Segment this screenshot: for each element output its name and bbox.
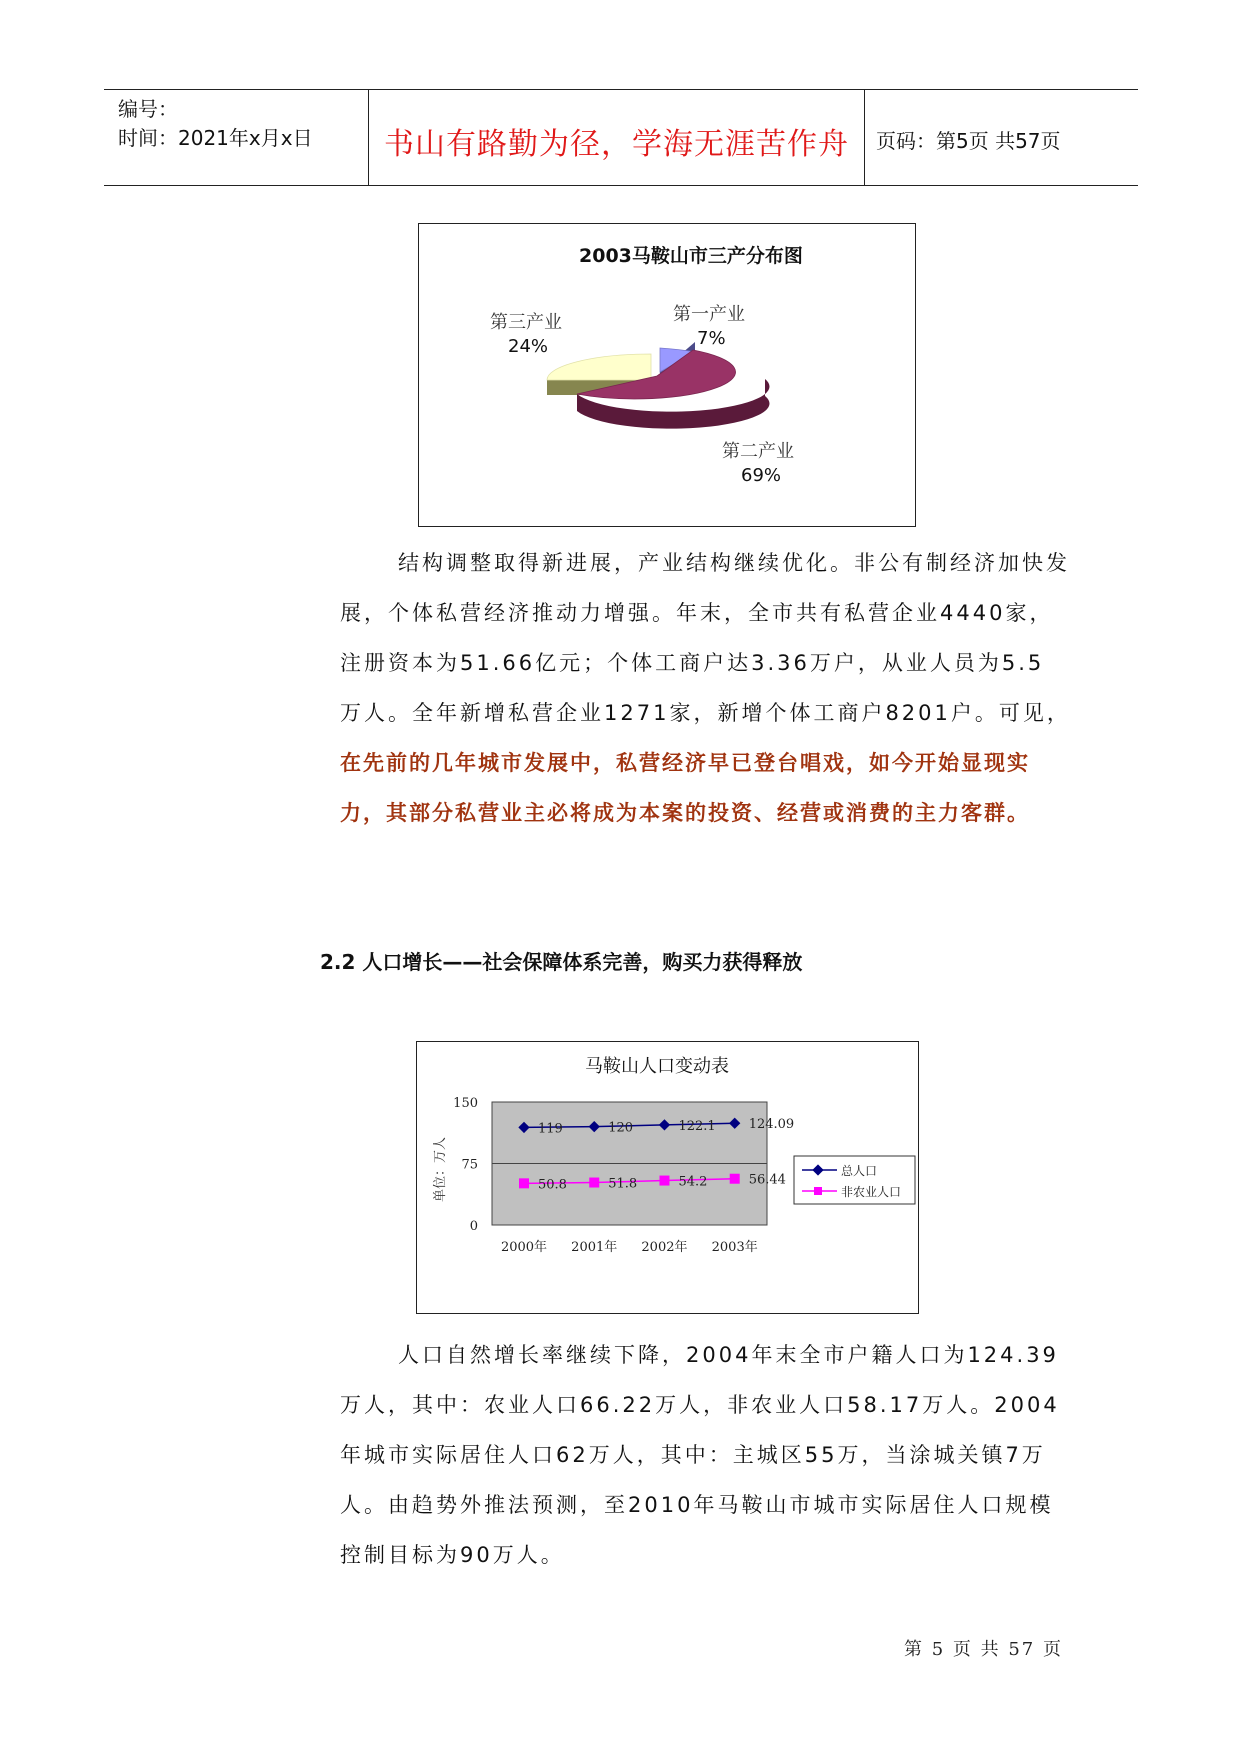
header-motto-cell bbox=[368, 90, 865, 185]
y-tick-label: 150 bbox=[453, 1096, 478, 1111]
page-footer: 第 5 页 共 57 页 bbox=[904, 1639, 1063, 1660]
pie-label-tertiary-name: 第三产业 bbox=[490, 312, 562, 333]
population-line-chart bbox=[416, 1041, 919, 1314]
paragraph-line: 万人。全年新增私营企业1271家，新增个体工商户8201户。可见， bbox=[340, 701, 1071, 725]
data-point-nonfarm bbox=[659, 1176, 669, 1186]
legend-nonfarm: 非农业人口 bbox=[841, 1185, 902, 1199]
y-tick-label: 0 bbox=[469, 1219, 478, 1234]
data-label: 54.2 bbox=[678, 1174, 708, 1190]
industry-pie-chart bbox=[418, 223, 916, 527]
data-label: 56.44 bbox=[748, 1172, 786, 1188]
paragraph-line: 人口自然增长率继续下降，2004年末全市户籍人口为124.39 bbox=[398, 1343, 1059, 1367]
x-tick-label: 2001年 bbox=[571, 1240, 618, 1255]
paragraph-line: 控制目标为90万人。 bbox=[340, 1543, 565, 1567]
header-info-cell bbox=[104, 90, 368, 185]
line-chart-title: 马鞍山人口变动表 bbox=[585, 1056, 729, 1077]
pie-label-primary-name: 第一产业 bbox=[673, 304, 745, 325]
paragraph-private-economy bbox=[340, 538, 1071, 838]
paragraph-line: 展，个体私营经济推动力增强。年末，全市共有私营企业4440家， bbox=[340, 601, 1054, 625]
paragraph-line: 人。由趋势外推法预测，至2010年马鞍山市城市实际居住人口规模 bbox=[340, 1493, 1054, 1517]
pie-label-tertiary-value: 24% bbox=[508, 336, 549, 357]
legend-total: 总人口 bbox=[841, 1164, 878, 1178]
x-tick-label: 2000年 bbox=[500, 1240, 548, 1255]
legend-marker-nonfarm bbox=[814, 1187, 822, 1195]
data-label: 124.09 bbox=[748, 1117, 795, 1133]
y-axis-label: 单位：万人 bbox=[433, 1136, 448, 1202]
data-label: 50.8 bbox=[538, 1177, 567, 1193]
page-header bbox=[104, 89, 1138, 186]
header-page-number: 页码：第5页 共57页 bbox=[876, 129, 1061, 153]
highlight-line: 力，其部分私营业主必将成为本案的投资、经营或消费的主力客群。 bbox=[340, 801, 1030, 825]
highlight-line: 在先前的几年城市发展中，私营经济早已登台唱戏，如今开始显现实 bbox=[340, 751, 1030, 775]
paragraph-population bbox=[340, 1330, 1060, 1580]
data-label: 119 bbox=[538, 1121, 563, 1137]
paragraph-line: 年城市实际居住人口62万人，其中：主城区55万，当涂城关镇7万 bbox=[340, 1443, 1046, 1467]
pie-label-primary-value: 7% bbox=[697, 328, 726, 349]
x-tick-label: 2002年 bbox=[641, 1240, 688, 1255]
data-label: 51.8 bbox=[608, 1176, 638, 1192]
section-heading: 2.2 人口增长——社会保障体系完善，购买力获得释放 bbox=[320, 950, 803, 974]
data-label: 122.1 bbox=[678, 1118, 716, 1134]
header-motto: 书山有路勤为径，学海无涯苦作舟 bbox=[384, 127, 849, 162]
data-label: 120 bbox=[608, 1120, 634, 1136]
pie-chart-title: 2003马鞍山市三产分布图 bbox=[579, 245, 803, 267]
document-number-label: 编号： bbox=[118, 97, 178, 121]
header-page-cell bbox=[864, 90, 1138, 185]
data-point-nonfarm bbox=[730, 1174, 740, 1184]
x-tick-label: 2003年 bbox=[711, 1240, 758, 1255]
paragraph-line: 万人，其中：农业人口66.22万人，非农业人口58.17万人。2004 bbox=[340, 1393, 1060, 1417]
data-point-nonfarm bbox=[589, 1178, 599, 1188]
pie-label-secondary-value: 69% bbox=[741, 465, 782, 486]
pie-label-secondary-name: 第二产业 bbox=[722, 441, 794, 462]
document-time-label: 时间：2021年x月x日 bbox=[118, 126, 313, 150]
paragraph-line: 注册资本为51.66亿元；个体工商户达3.36万户，从业人员为5.5 bbox=[340, 651, 1045, 675]
data-point-nonfarm bbox=[519, 1178, 529, 1188]
y-tick-label: 75 bbox=[461, 1157, 478, 1173]
paragraph-line: 结构调整取得新进展，产业结构继续优化。非公有制经济加快发 bbox=[398, 551, 1070, 575]
